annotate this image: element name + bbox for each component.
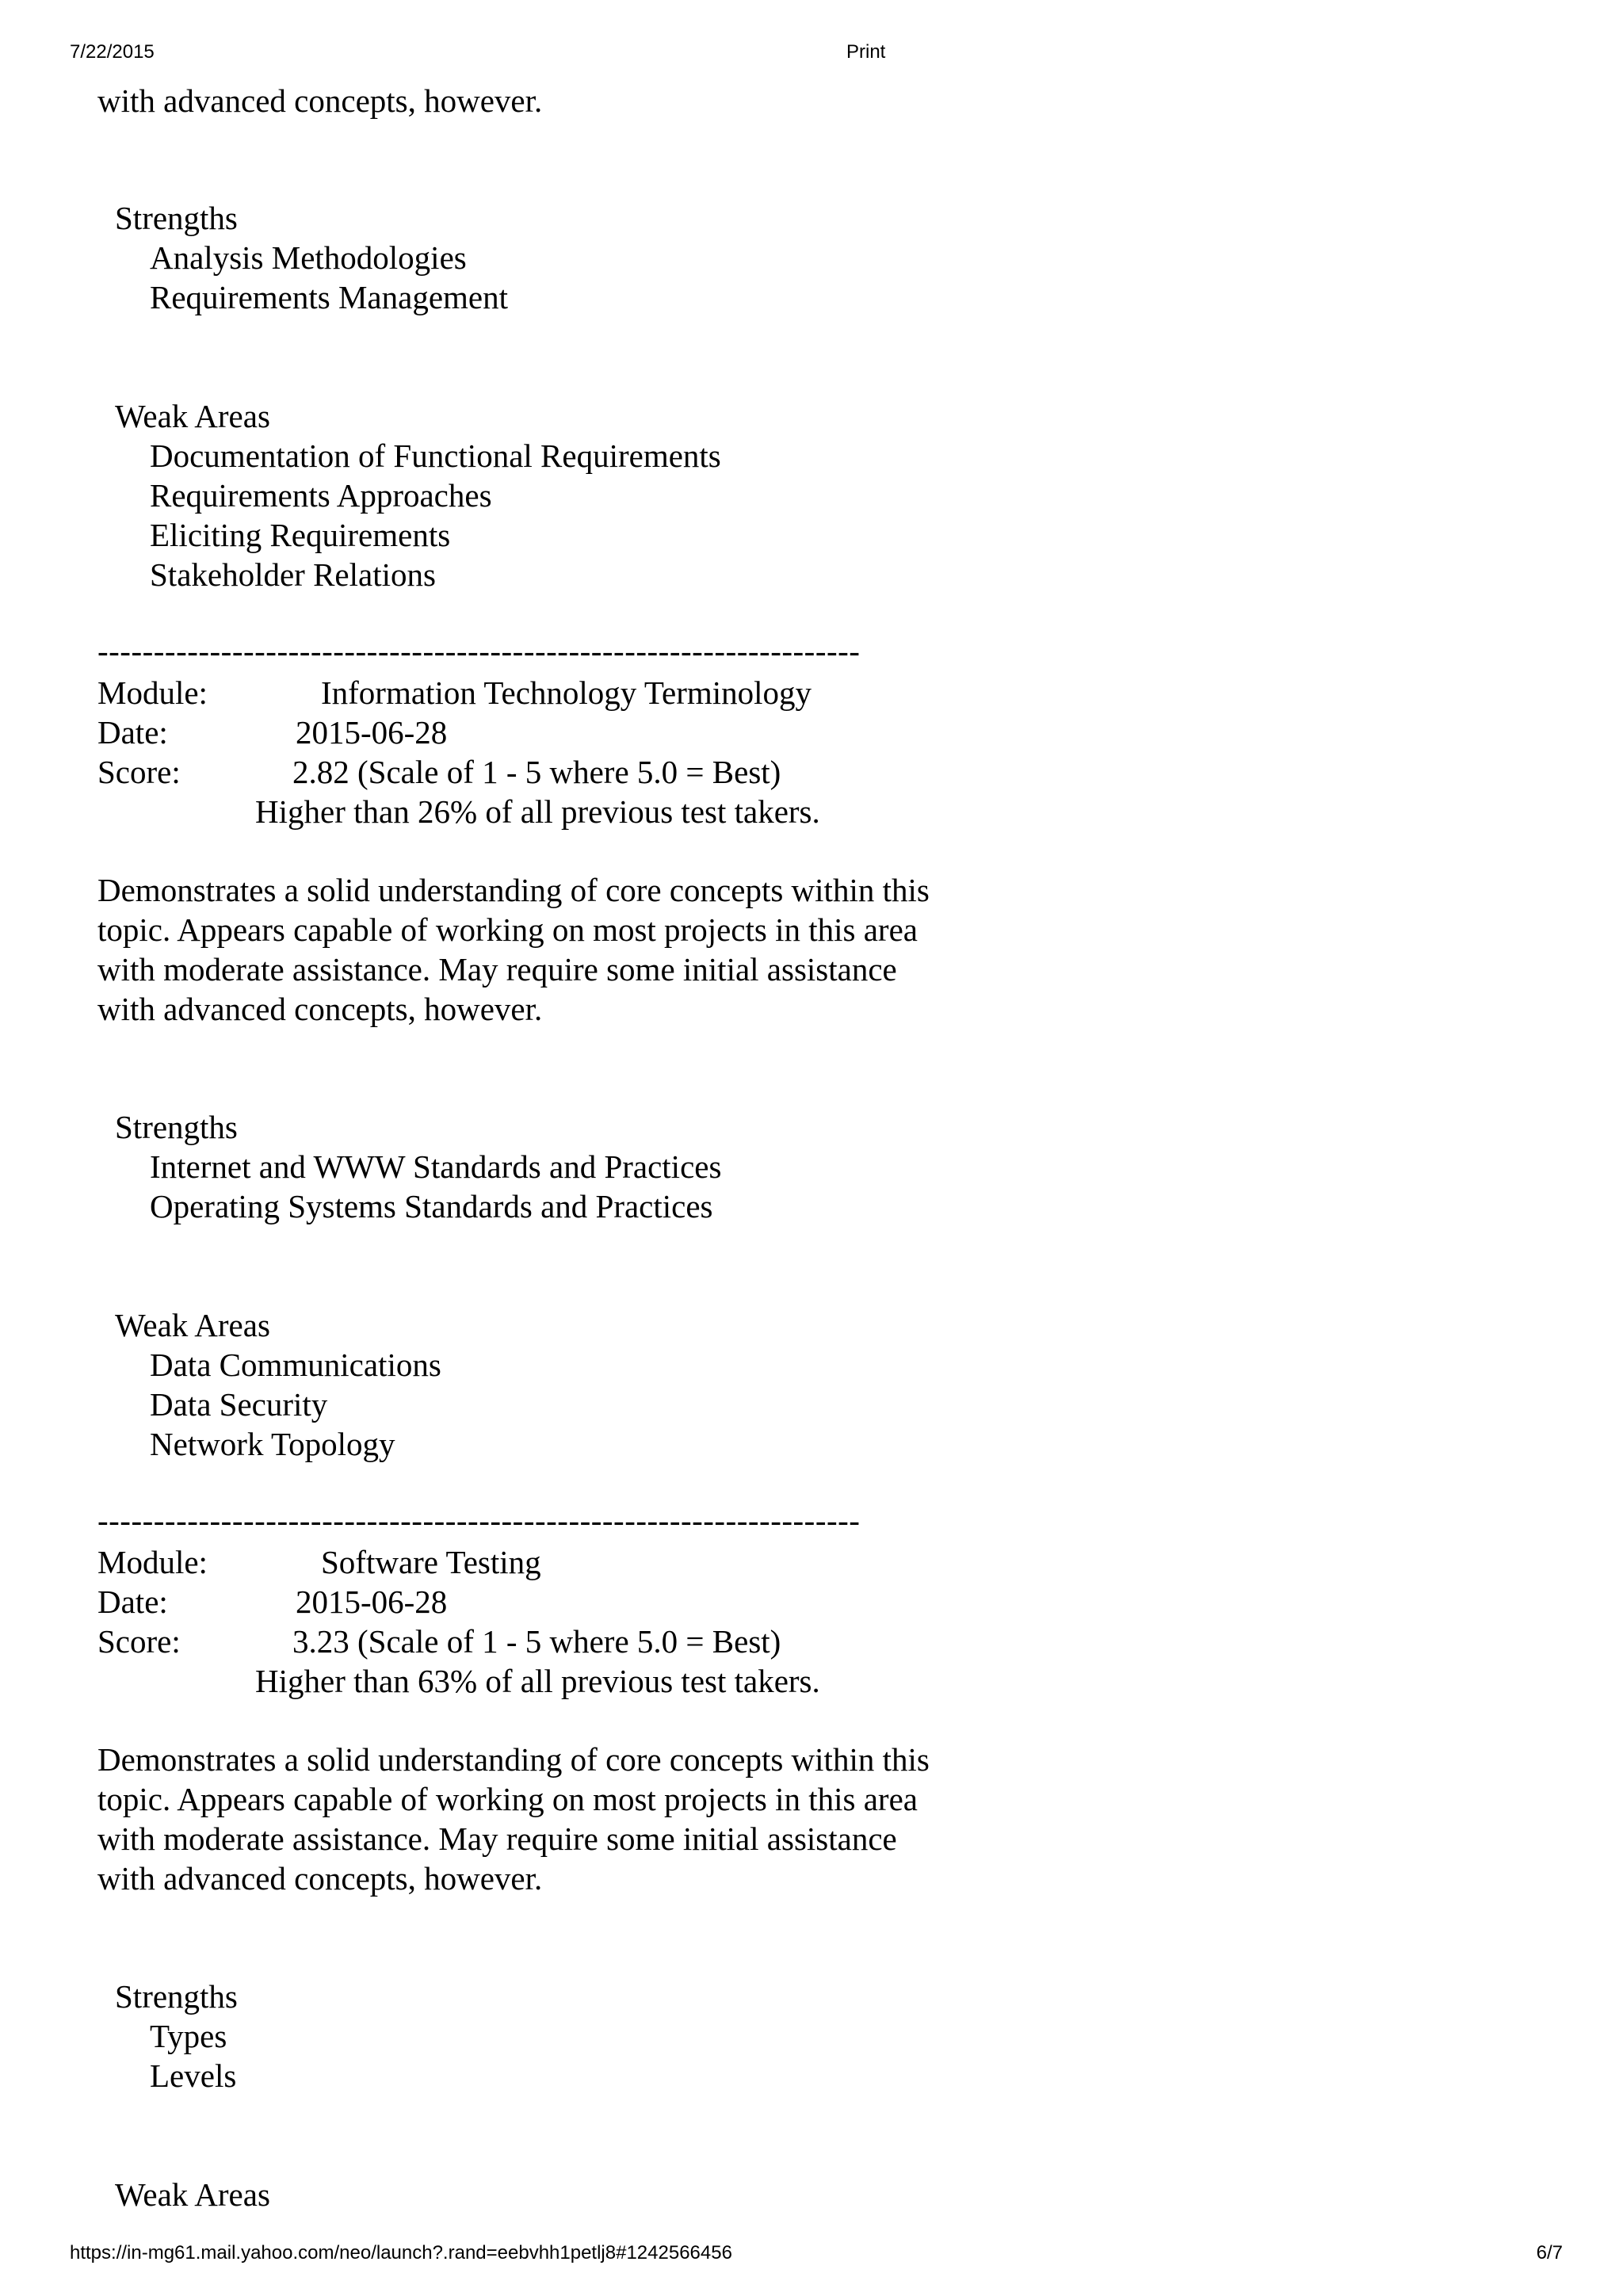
module-name: Information Technology Terminology <box>321 674 812 711</box>
module-label: Module: <box>97 674 208 711</box>
strength-item: Types <box>150 2018 227 2054</box>
strengths-heading: Strengths <box>115 1978 238 2015</box>
strength-item: Analysis Methodologies <box>150 239 467 276</box>
weak-area-item: Stakeholder Relations <box>150 556 436 593</box>
weak-area-item: Data Security <box>150 1386 328 1423</box>
date-label: Date: <box>97 1584 168 1620</box>
percentile-text: Higher than 26% of all previous test takers. <box>255 793 820 830</box>
weak-area-item: Eliciting Requirements <box>150 517 451 553</box>
strength-item: Internet and WWW Standards and Practices <box>150 1148 722 1185</box>
page-number: 6/7 <box>1536 2242 1563 2264</box>
weak-areas-heading: Weak Areas <box>115 1307 270 1343</box>
description-line: Demonstrates a solid understanding of core concepts within this <box>97 1741 930 1778</box>
print-title: Print <box>846 41 886 63</box>
strengths-heading: Strengths <box>115 200 238 236</box>
strength-item: Requirements Management <box>150 279 509 315</box>
description-line: with advanced concepts, however. <box>97 1860 543 1897</box>
weak-areas-heading: Weak Areas <box>115 398 270 434</box>
separator-line: -------------------------------------------------------------------- <box>97 1502 861 1538</box>
score-label: Score: <box>97 754 181 790</box>
strengths-heading: Strengths <box>115 1109 238 1145</box>
percentile-text: Higher than 63% of all previous test takers. <box>255 1663 820 1699</box>
weak-area-item: Data Communications <box>150 1347 441 1383</box>
date-value: 2015-06-28 <box>296 1584 448 1620</box>
description-line: Demonstrates a solid understanding of core concepts within this <box>97 872 930 908</box>
module-label: Module: <box>97 1544 208 1580</box>
separator-line: -------------------------------------------------------------------- <box>97 632 861 669</box>
description-line: with moderate assistance. May require some initial assistance <box>97 1820 897 1857</box>
description-line: topic. Appears capable of working on most projects in this area <box>97 1781 918 1817</box>
date-label: Date: <box>97 714 168 751</box>
score-value: 2.82 (Scale of 1 - 5 where 5.0 = Best) <box>292 754 781 790</box>
module-name: Software Testing <box>321 1544 541 1580</box>
strength-item: Levels <box>150 2057 237 2094</box>
strength-item: Operating Systems Standards and Practices <box>150 1188 713 1224</box>
score-value: 3.23 (Scale of 1 - 5 where 5.0 = Best) <box>292 1623 781 1660</box>
description-line: topic. Appears capable of working on most projects in this area <box>97 911 918 948</box>
description-line: with moderate assistance. May require some initial assistance <box>97 951 897 988</box>
score-label: Score: <box>97 1623 181 1660</box>
weak-area-item: Network Topology <box>150 1426 395 1462</box>
print-url: https://in-mg61.mail.yahoo.com/neo/launch?.rand=eebvhh1petlj8#1242566456 <box>70 2242 732 2264</box>
weak-area-item: Requirements Approaches <box>150 477 492 514</box>
weak-areas-heading: Weak Areas <box>115 2176 270 2213</box>
print-date: 7/22/2015 <box>70 41 155 63</box>
description-line: with advanced concepts, however. <box>97 991 543 1027</box>
weak-area-item: Documentation of Functional Requirements <box>150 437 721 474</box>
date-value: 2015-06-28 <box>296 714 448 751</box>
continued-text: with advanced concepts, however. <box>97 82 543 119</box>
